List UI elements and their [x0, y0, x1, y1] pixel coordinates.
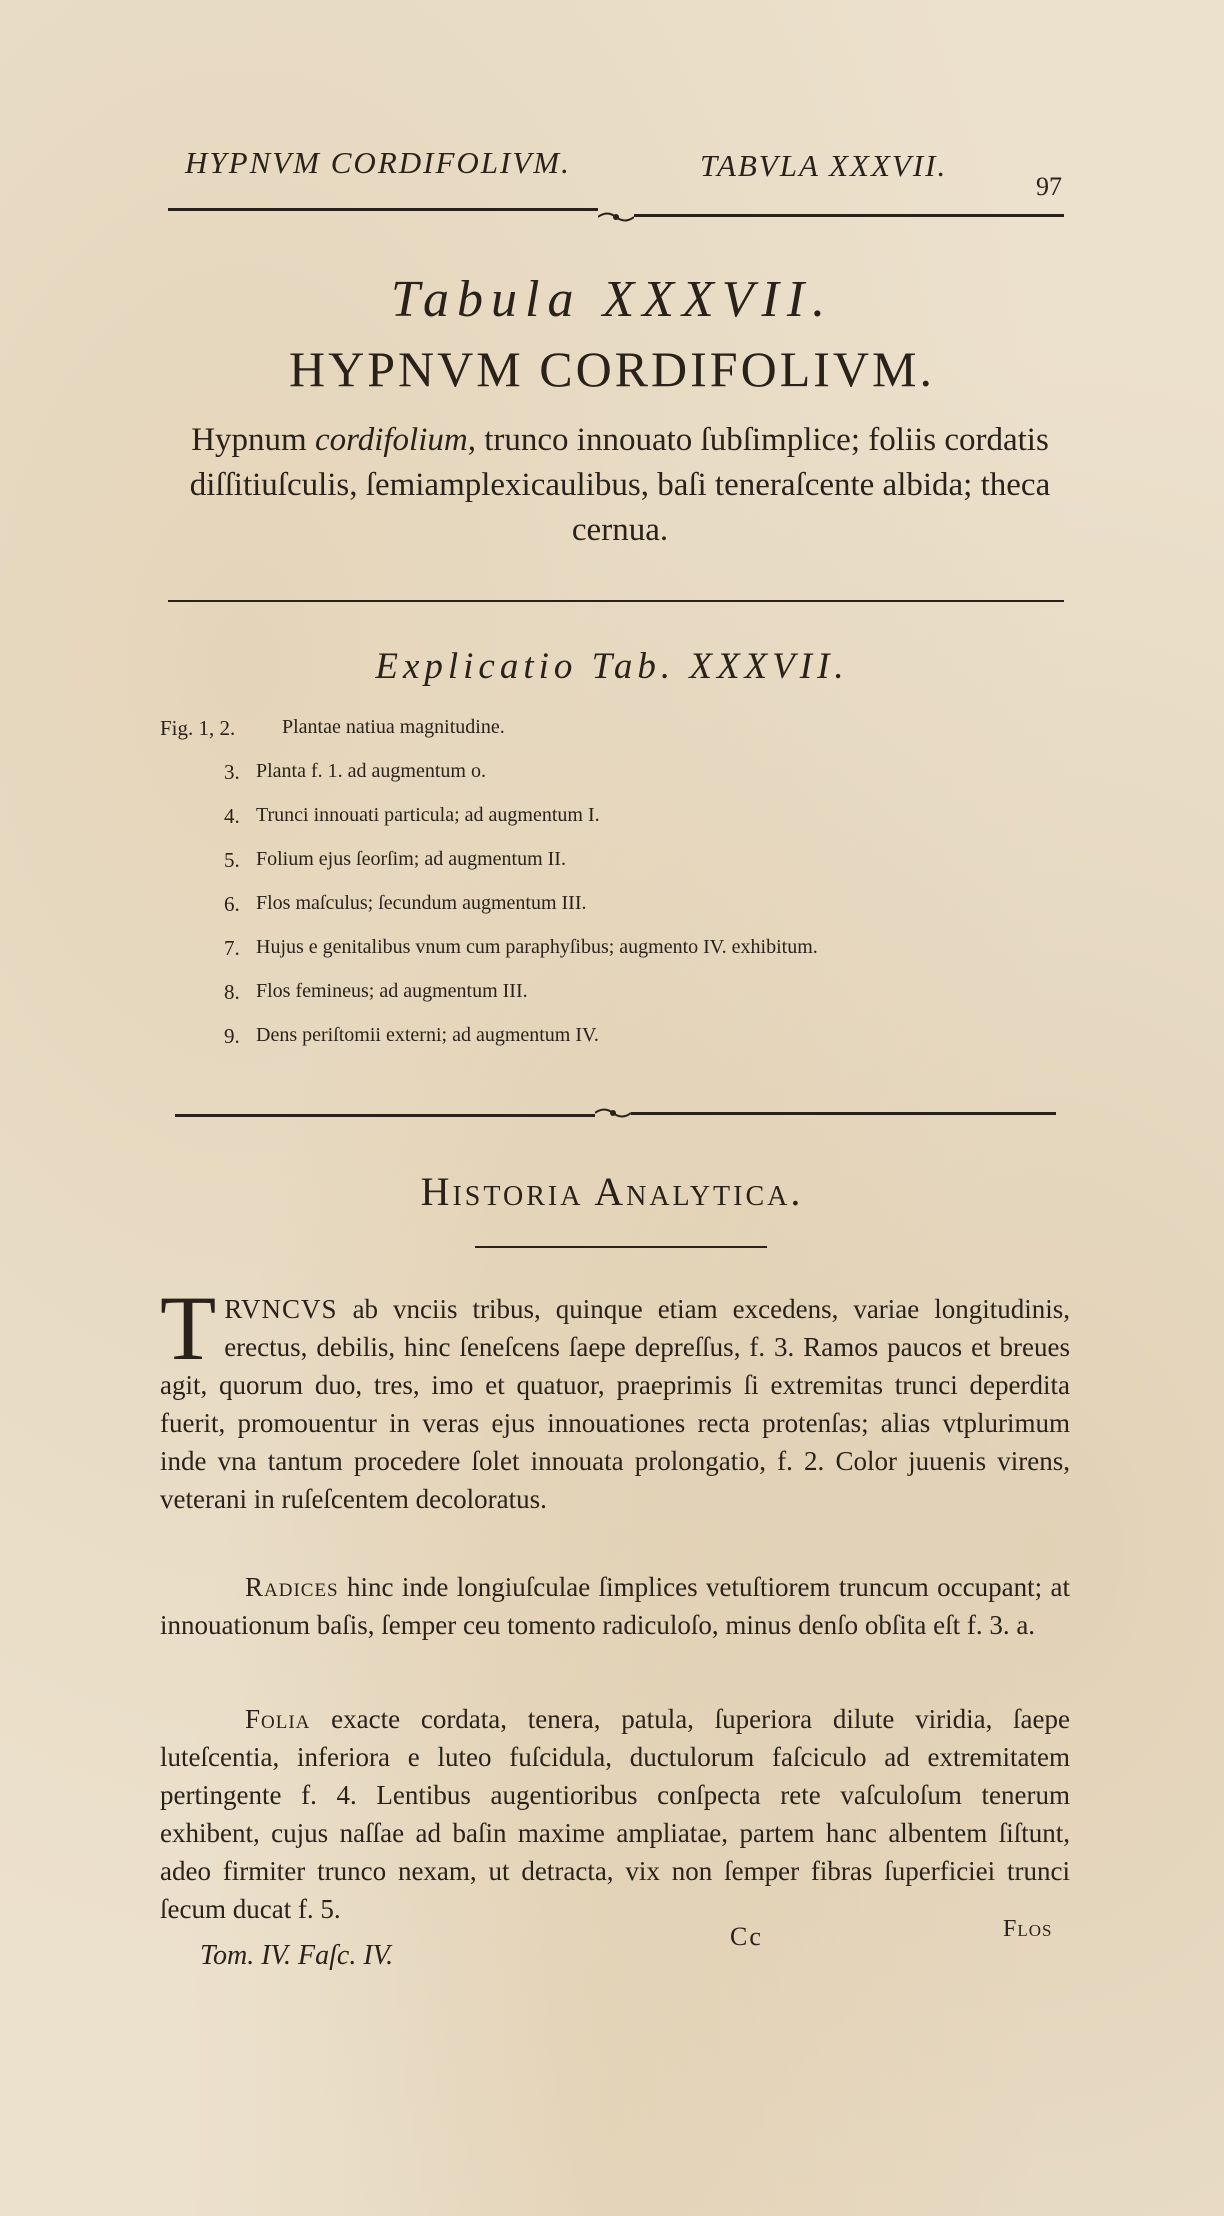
figure-caption: Planta f. 1. ad augmentum o.	[256, 760, 486, 782]
plate-title: Tabula XXXVII.	[390, 271, 834, 328]
figure-caption: Folium ejus ſeorſim; ad augmentum II.	[256, 848, 566, 870]
figure-caption: Hujus e genitalibus vnum cum paraphyſibus; augmento IV. exhibitum.	[256, 936, 818, 958]
volume-signature: Tom. IV. Faſc. IV.	[200, 1940, 394, 1971]
paragraph-radices	[160, 1568, 1070, 1644]
header-rule-left	[168, 208, 598, 211]
catchword: Flos	[1003, 1916, 1053, 1942]
paragraph-folia	[160, 1700, 1070, 1928]
running-tab-number: TABVLA XXXVII.	[700, 148, 948, 183]
gathering-mark: Cc	[730, 1922, 763, 1951]
paragraph-lead: Radices	[245, 1572, 339, 1602]
figure-number: Fig. 1, 2.	[160, 716, 236, 740]
drop-cap: T	[160, 1277, 217, 1379]
historia-title: Historia Analytica.	[420, 1169, 804, 1214]
figure-number: 9.	[224, 1024, 240, 1048]
header-rule-right	[634, 214, 1064, 217]
figure-caption: Dens periſtomii externi; ad augmentum IV.	[256, 1024, 599, 1046]
figure-caption: Plantae natiua magnitudine.	[282, 716, 505, 738]
species-diagnosis	[155, 418, 1085, 553]
paragraph-text: hinc inde longiuſculae ſimplices vetuſtiorem truncum occupant; at innouationum baſis, ſemper ceu tomento radiculoſo, minus denſo obſita eſt f. 3. a.	[160, 1572, 1071, 1640]
paragraph-lead: RVNCVS	[224, 1294, 338, 1324]
rule-ornament-icon	[598, 210, 634, 224]
diagnosis-text: trunco innouato ſubſimplice; foliis cordatis diſſitiuſculis, ſemiamplexicaulibus, baſi teneraſcente albida; theca cernua.	[189, 422, 1051, 548]
figure-number: 8.	[224, 980, 240, 1004]
figure-caption: Trunci innouati particula; ad augmentum I.	[256, 804, 600, 826]
section-rule	[168, 600, 1064, 602]
page-number: 97	[1036, 172, 1062, 201]
explicatio-rule-right	[631, 1112, 1056, 1115]
figure-number: 5.	[224, 848, 240, 872]
figure-caption: Flos maſculus; ſecundum augmentum III.	[256, 892, 587, 914]
rule-ornament-icon	[595, 1106, 631, 1120]
species-title: HYPNVM CORDIFOLIVM.	[289, 341, 935, 397]
figure-caption: Flos femineus; ad augmentum III.	[256, 980, 528, 1002]
figure-number: 7.	[224, 936, 240, 960]
explicatio-rule-left	[175, 1114, 595, 1117]
paragraph-text: exacte cordata, tenera, patula, ſuperiora dilute viridia, ſaepe luteſcentia, inferiora e luteo fuſcidula, ductulorum faſciculo ad extremitatem pertingente f. 4. Lentibus augentioribus conſpecta rete vaſculoſum tenerum exhibent, cujus naſſae ad baſin maxime ampliatae, partem hanc albentem ſiſtunt, adeo firmiter trunco nexam, ut detracta, vix non ſemper fibras ſuperficiei trunci ſecum ducat f. 5.	[160, 1704, 1071, 1924]
diagnosis-epithet: cordifolium,	[314, 422, 476, 458]
historia-underline	[475, 1246, 767, 1248]
diagnosis-genus: Hypnum	[191, 422, 307, 458]
figure-number: 3.	[224, 760, 240, 784]
explicatio-title: Explicatio Tab. XXXVII.	[375, 646, 849, 687]
paragraph-text: ab vnciis tribus, quinque etiam excedens, variae longitudinis, erectus, debilis, hinc ſeneſcens ſaepe depreſſus, f. 3. Ramos paucos et breues agit, quorum duo, tres, imo et quatuor, praeprimis ſi extremitas trunci deperdita fuerit, promouentur in veras ejus innouationes recta protenſas; alias vtplurimum inde vna tantum procedere ſolet innouata prolongatio, f. 2. Color juuenis virens, veterani in ruſeſcentem decoloratus.	[160, 1294, 1071, 1514]
figure-number: 4.	[224, 804, 240, 828]
paragraph-truncus	[160, 1277, 1071, 1518]
figure-number: 6.	[224, 892, 240, 916]
paragraph-lead: Folia	[245, 1704, 311, 1734]
running-title: HYPNVM CORDIFOLIVM.	[185, 145, 571, 180]
